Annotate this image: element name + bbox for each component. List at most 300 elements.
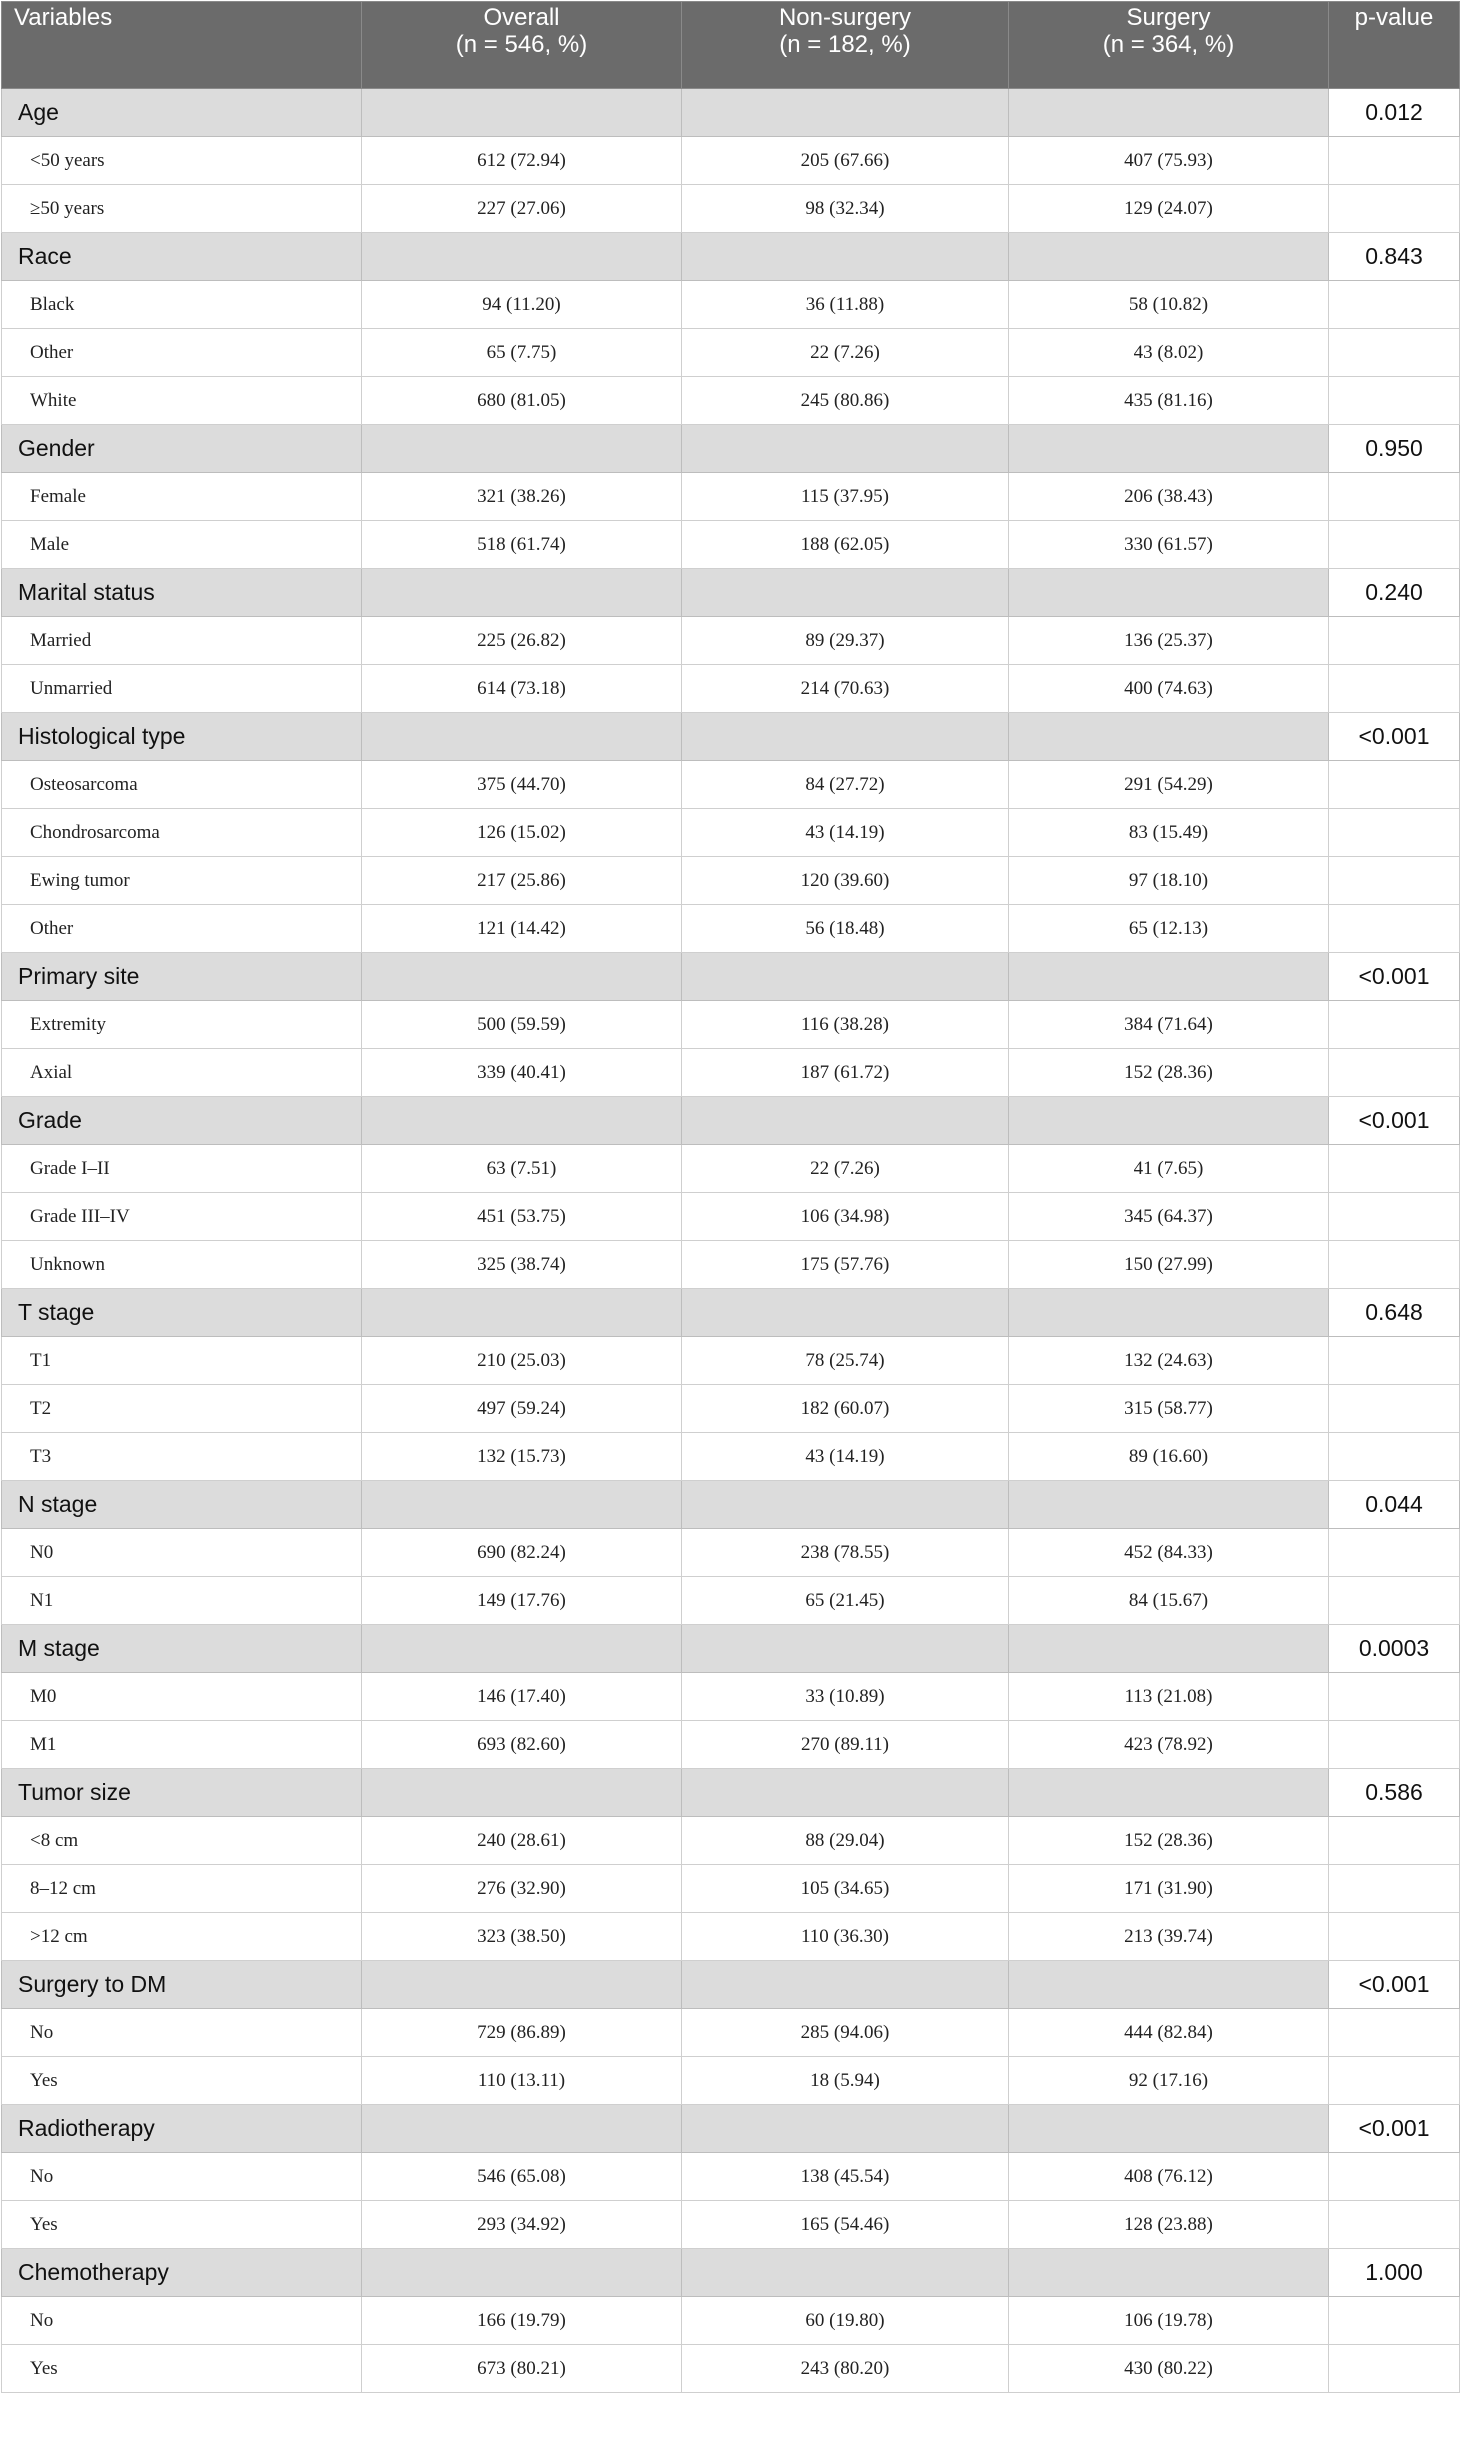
nonsurgery-value: 43 (14.19): [682, 809, 1009, 857]
row-p-empty: [1329, 809, 1460, 857]
surgery-value: 435 (81.16): [1009, 377, 1329, 425]
row-label: No: [2, 2153, 362, 2201]
table-row: [2, 761, 1460, 809]
header-pvalue: p-value: [1329, 2, 1460, 89]
surgery-value: 65 (12.13): [1009, 905, 1329, 953]
group-label: N stage: [2, 1481, 362, 1529]
row-p-empty: [1329, 2201, 1460, 2249]
overall-value: 546 (65.08): [362, 2153, 682, 2201]
nonsurgery-value: 182 (60.07): [682, 1385, 1009, 1433]
overall-value: 323 (38.50): [362, 1913, 682, 1961]
surgery-value: 136 (25.37): [1009, 617, 1329, 665]
group-empty-cell: [1009, 233, 1329, 281]
group-label: Primary site: [2, 953, 362, 1001]
surgery-value: 430 (80.22): [1009, 2345, 1329, 2393]
row-label: N1: [2, 1577, 362, 1625]
group-empty-cell: [682, 233, 1009, 281]
group-row: [2, 953, 1460, 1001]
surgery-value: 150 (27.99): [1009, 1241, 1329, 1289]
row-p-empty: [1329, 1529, 1460, 1577]
group-empty-cell: [362, 425, 682, 473]
group-empty-cell: [682, 89, 1009, 137]
nonsurgery-value: 56 (18.48): [682, 905, 1009, 953]
row-label: M0: [2, 1673, 362, 1721]
group-row: [2, 1769, 1460, 1817]
overall-value: 276 (32.90): [362, 1865, 682, 1913]
group-empty-cell: [362, 569, 682, 617]
group-empty-cell: [1009, 1097, 1329, 1145]
nonsurgery-value: 115 (37.95): [682, 473, 1009, 521]
table-row: [2, 2153, 1460, 2201]
row-p-empty: [1329, 1001, 1460, 1049]
group-label: Histological type: [2, 713, 362, 761]
nonsurgery-value: 36 (11.88): [682, 281, 1009, 329]
group-p-value: <0.001: [1329, 1097, 1460, 1145]
group-empty-cell: [362, 713, 682, 761]
row-label: Ewing tumor: [2, 857, 362, 905]
table-row: [2, 1241, 1460, 1289]
surgery-value: 206 (38.43): [1009, 473, 1329, 521]
table-row: [2, 1193, 1460, 1241]
header-overall: [362, 2, 682, 89]
row-label: Extremity: [2, 1001, 362, 1049]
overall-value: 217 (25.86): [362, 857, 682, 905]
row-p-empty: [1329, 1337, 1460, 1385]
row-p-empty: [1329, 1865, 1460, 1913]
table-header: [2, 2, 1460, 89]
group-label: Grade: [2, 1097, 362, 1145]
surgery-value: 128 (23.88): [1009, 2201, 1329, 2249]
table-row: [2, 1577, 1460, 1625]
table-row: [2, 185, 1460, 233]
group-empty-cell: [362, 1769, 682, 1817]
group-label: Age: [2, 89, 362, 137]
table-row: [2, 329, 1460, 377]
group-empty-cell: [1009, 713, 1329, 761]
overall-value: 166 (19.79): [362, 2297, 682, 2345]
surgery-value: 213 (39.74): [1009, 1913, 1329, 1961]
group-empty-cell: [1009, 89, 1329, 137]
row-label: No: [2, 2297, 362, 2345]
row-label: 8–12 cm: [2, 1865, 362, 1913]
table-row: [2, 665, 1460, 713]
table-row: [2, 1001, 1460, 1049]
group-row: [2, 1097, 1460, 1145]
nonsurgery-value: 285 (94.06): [682, 2009, 1009, 2057]
surgery-value: 89 (16.60): [1009, 1433, 1329, 1481]
group-row: [2, 569, 1460, 617]
nonsurgery-value: 106 (34.98): [682, 1193, 1009, 1241]
surgery-value: 106 (19.78): [1009, 2297, 1329, 2345]
table-row: [2, 1529, 1460, 1577]
row-label: Female: [2, 473, 362, 521]
surgery-value: 407 (75.93): [1009, 137, 1329, 185]
row-label: Other: [2, 329, 362, 377]
row-p-empty: [1329, 2153, 1460, 2201]
table-row: [2, 1673, 1460, 1721]
nonsurgery-value: 245 (80.86): [682, 377, 1009, 425]
row-p-empty: [1329, 665, 1460, 713]
nonsurgery-value: 88 (29.04): [682, 1817, 1009, 1865]
group-p-value: 0.240: [1329, 569, 1460, 617]
group-empty-cell: [682, 713, 1009, 761]
row-p-empty: [1329, 1193, 1460, 1241]
table-row: [2, 2009, 1460, 2057]
group-p-value: 0.843: [1329, 233, 1460, 281]
surgery-value: 315 (58.77): [1009, 1385, 1329, 1433]
nonsurgery-value: 60 (19.80): [682, 2297, 1009, 2345]
group-row: [2, 89, 1460, 137]
row-label: Grade III–IV: [2, 1193, 362, 1241]
row-p-empty: [1329, 2009, 1460, 2057]
row-label: T3: [2, 1433, 362, 1481]
row-p-empty: [1329, 2057, 1460, 2105]
surgery-value: 345 (64.37): [1009, 1193, 1329, 1241]
overall-value: 121 (14.42): [362, 905, 682, 953]
header-surgery-n: (n = 364, %): [1102, 31, 1235, 58]
row-label: N0: [2, 1529, 362, 1577]
overall-value: 110 (13.11): [362, 2057, 682, 2105]
nonsurgery-value: 238 (78.55): [682, 1529, 1009, 1577]
table-row: [2, 1337, 1460, 1385]
row-label: Unmarried: [2, 665, 362, 713]
group-empty-cell: [682, 569, 1009, 617]
overall-value: 693 (82.60): [362, 1721, 682, 1769]
row-p-empty: [1329, 1049, 1460, 1097]
group-empty-cell: [362, 1625, 682, 1673]
nonsurgery-value: 165 (54.46): [682, 2201, 1009, 2249]
group-empty-cell: [1009, 1289, 1329, 1337]
overall-value: 225 (26.82): [362, 617, 682, 665]
row-p-empty: [1329, 521, 1460, 569]
surgery-value: 291 (54.29): [1009, 761, 1329, 809]
table-row: [2, 137, 1460, 185]
group-empty-cell: [682, 1097, 1009, 1145]
nonsurgery-value: 89 (29.37): [682, 617, 1009, 665]
row-label: T2: [2, 1385, 362, 1433]
group-label: T stage: [2, 1289, 362, 1337]
group-label: Chemotherapy: [2, 2249, 362, 2297]
nonsurgery-value: 22 (7.26): [682, 329, 1009, 377]
table-row: [2, 521, 1460, 569]
row-label: Black: [2, 281, 362, 329]
table-row: [2, 1865, 1460, 1913]
row-p-empty: [1329, 473, 1460, 521]
group-empty-cell: [1009, 1769, 1329, 1817]
surgery-value: 152 (28.36): [1009, 1049, 1329, 1097]
group-p-value: 0.648: [1329, 1289, 1460, 1337]
row-p-empty: [1329, 377, 1460, 425]
nonsurgery-value: 205 (67.66): [682, 137, 1009, 185]
group-empty-cell: [362, 1961, 682, 2009]
table-row: [2, 281, 1460, 329]
surgery-value: 92 (17.16): [1009, 2057, 1329, 2105]
row-label: Osteosarcoma: [2, 761, 362, 809]
overall-value: 339 (40.41): [362, 1049, 682, 1097]
group-p-value: 0.586: [1329, 1769, 1460, 1817]
group-row: [2, 1481, 1460, 1529]
row-label: ≥50 years: [2, 185, 362, 233]
nonsurgery-value: 188 (62.05): [682, 521, 1009, 569]
row-label: Unknown: [2, 1241, 362, 1289]
group-row: [2, 1289, 1460, 1337]
group-row: [2, 2105, 1460, 2153]
row-p-empty: [1329, 617, 1460, 665]
overall-value: 321 (38.26): [362, 473, 682, 521]
table-row: [2, 473, 1460, 521]
header-variables: Variables: [2, 2, 362, 89]
header-row: [2, 2, 1460, 89]
group-empty-cell: [682, 2105, 1009, 2153]
table-row: [2, 857, 1460, 905]
group-p-value: <0.001: [1329, 2105, 1460, 2153]
overall-value: 690 (82.24): [362, 1529, 682, 1577]
row-label: Yes: [2, 2345, 362, 2393]
group-empty-cell: [1009, 1625, 1329, 1673]
row-label: Other: [2, 905, 362, 953]
table-row: [2, 905, 1460, 953]
nonsurgery-value: 84 (27.72): [682, 761, 1009, 809]
surgery-value: 97 (18.10): [1009, 857, 1329, 905]
group-empty-cell: [1009, 1481, 1329, 1529]
group-empty-cell: [362, 953, 682, 1001]
overall-value: 375 (44.70): [362, 761, 682, 809]
group-empty-cell: [682, 2249, 1009, 2297]
table-row: [2, 1433, 1460, 1481]
group-empty-cell: [682, 1481, 1009, 1529]
row-label: Chondrosarcoma: [2, 809, 362, 857]
table-row: [2, 1049, 1460, 1097]
row-p-empty: [1329, 1673, 1460, 1721]
overall-value: 240 (28.61): [362, 1817, 682, 1865]
group-row: [2, 1625, 1460, 1673]
overall-value: 126 (15.02): [362, 809, 682, 857]
row-label: Married: [2, 617, 362, 665]
table-row: [2, 377, 1460, 425]
overall-value: 293 (34.92): [362, 2201, 682, 2249]
overall-value: 680 (81.05): [362, 377, 682, 425]
surgery-value: 84 (15.67): [1009, 1577, 1329, 1625]
group-label: Marital status: [2, 569, 362, 617]
table-row: [2, 2297, 1460, 2345]
row-label: M1: [2, 1721, 362, 1769]
row-p-empty: [1329, 2345, 1460, 2393]
group-label: Surgery to DM: [2, 1961, 362, 2009]
group-row: [2, 233, 1460, 281]
group-label: Tumor size: [2, 1769, 362, 1817]
surgery-value: 171 (31.90): [1009, 1865, 1329, 1913]
group-empty-cell: [362, 2249, 682, 2297]
overall-value: 65 (7.75): [362, 329, 682, 377]
group-empty-cell: [362, 1481, 682, 1529]
table-row: [2, 1817, 1460, 1865]
row-p-empty: [1329, 857, 1460, 905]
nonsurgery-value: 43 (14.19): [682, 1433, 1009, 1481]
row-p-empty: [1329, 1433, 1460, 1481]
table-row: [2, 809, 1460, 857]
table-row: [2, 1145, 1460, 1193]
row-label: T1: [2, 1337, 362, 1385]
group-empty-cell: [362, 1289, 682, 1337]
baseline-characteristics-table: [1, 1, 1460, 2393]
row-p-empty: [1329, 329, 1460, 377]
overall-value: 94 (11.20): [362, 281, 682, 329]
nonsurgery-value: 270 (89.11): [682, 1721, 1009, 1769]
group-empty-cell: [362, 89, 682, 137]
overall-value: 325 (38.74): [362, 1241, 682, 1289]
overall-value: 132 (15.73): [362, 1433, 682, 1481]
group-empty-cell: [1009, 953, 1329, 1001]
row-label: >12 cm: [2, 1913, 362, 1961]
nonsurgery-value: 78 (25.74): [682, 1337, 1009, 1385]
row-p-empty: [1329, 2297, 1460, 2345]
table-row: [2, 2345, 1460, 2393]
overall-value: 614 (73.18): [362, 665, 682, 713]
group-empty-cell: [362, 233, 682, 281]
group-empty-cell: [362, 1097, 682, 1145]
table-row: [2, 1721, 1460, 1769]
overall-value: 729 (86.89): [362, 2009, 682, 2057]
table-row: [2, 2057, 1460, 2105]
overall-value: 451 (53.75): [362, 1193, 682, 1241]
header-surgery: [1009, 2, 1329, 89]
row-label: No: [2, 2009, 362, 2057]
header-nonsurgery: [682, 2, 1009, 89]
table-body: [2, 89, 1460, 2393]
row-label: White: [2, 377, 362, 425]
group-label: Gender: [2, 425, 362, 473]
nonsurgery-value: 65 (21.45): [682, 1577, 1009, 1625]
surgery-value: 408 (76.12): [1009, 2153, 1329, 2201]
surgery-value: 452 (84.33): [1009, 1529, 1329, 1577]
surgery-value: 384 (71.64): [1009, 1001, 1329, 1049]
group-label: M stage: [2, 1625, 362, 1673]
overall-value: 210 (25.03): [362, 1337, 682, 1385]
row-p-empty: [1329, 1721, 1460, 1769]
group-empty-cell: [1009, 425, 1329, 473]
row-p-empty: [1329, 185, 1460, 233]
header-overall-n: (n = 546, %): [455, 31, 588, 58]
group-row: [2, 2249, 1460, 2297]
row-p-empty: [1329, 1145, 1460, 1193]
group-empty-cell: [362, 2105, 682, 2153]
row-p-empty: [1329, 1241, 1460, 1289]
surgery-value: 129 (24.07): [1009, 185, 1329, 233]
header-surgery-label: Surgery: [1126, 4, 1211, 31]
nonsurgery-value: 18 (5.94): [682, 2057, 1009, 2105]
group-p-value: <0.001: [1329, 953, 1460, 1001]
table-row: [2, 1913, 1460, 1961]
surgery-value: 423 (78.92): [1009, 1721, 1329, 1769]
overall-value: 612 (72.94): [362, 137, 682, 185]
group-p-value: <0.001: [1329, 713, 1460, 761]
surgery-value: 400 (74.63): [1009, 665, 1329, 713]
header-nonsurgery-label: Non-surgery: [778, 4, 912, 31]
row-label: <50 years: [2, 137, 362, 185]
nonsurgery-value: 98 (32.34): [682, 185, 1009, 233]
group-empty-cell: [1009, 1961, 1329, 2009]
group-p-value: 0.012: [1329, 89, 1460, 137]
group-p-value: 1.000: [1329, 2249, 1460, 2297]
row-p-empty: [1329, 1913, 1460, 1961]
surgery-value: 330 (61.57): [1009, 521, 1329, 569]
row-label: Grade I–II: [2, 1145, 362, 1193]
nonsurgery-value: 214 (70.63): [682, 665, 1009, 713]
group-row: [2, 425, 1460, 473]
group-p-value: 0.950: [1329, 425, 1460, 473]
nonsurgery-value: 33 (10.89): [682, 1673, 1009, 1721]
nonsurgery-value: 243 (80.20): [682, 2345, 1009, 2393]
group-empty-cell: [682, 1289, 1009, 1337]
nonsurgery-value: 116 (38.28): [682, 1001, 1009, 1049]
overall-value: 673 (80.21): [362, 2345, 682, 2393]
group-p-value: 0.0003: [1329, 1625, 1460, 1673]
surgery-value: 58 (10.82): [1009, 281, 1329, 329]
row-p-empty: [1329, 281, 1460, 329]
group-row: [2, 1961, 1460, 2009]
group-row: [2, 713, 1460, 761]
nonsurgery-value: 138 (45.54): [682, 2153, 1009, 2201]
overall-value: 227 (27.06): [362, 185, 682, 233]
nonsurgery-value: 22 (7.26): [682, 1145, 1009, 1193]
row-label: Yes: [2, 2201, 362, 2249]
row-p-empty: [1329, 1385, 1460, 1433]
group-label: Radiotherapy: [2, 2105, 362, 2153]
table-row: [2, 617, 1460, 665]
group-empty-cell: [682, 953, 1009, 1001]
row-p-empty: [1329, 1577, 1460, 1625]
overall-value: 497 (59.24): [362, 1385, 682, 1433]
row-p-empty: [1329, 1817, 1460, 1865]
surgery-value: 444 (82.84): [1009, 2009, 1329, 2057]
nonsurgery-value: 110 (36.30): [682, 1913, 1009, 1961]
table-row: [2, 2201, 1460, 2249]
nonsurgery-value: 120 (39.60): [682, 857, 1009, 905]
header-overall-label: Overall: [483, 4, 560, 31]
nonsurgery-value: 187 (61.72): [682, 1049, 1009, 1097]
surgery-value: 43 (8.02): [1009, 329, 1329, 377]
group-empty-cell: [682, 425, 1009, 473]
group-empty-cell: [682, 1961, 1009, 2009]
overall-value: 518 (61.74): [362, 521, 682, 569]
group-empty-cell: [1009, 569, 1329, 617]
row-label: Yes: [2, 2057, 362, 2105]
row-label: Male: [2, 521, 362, 569]
group-empty-cell: [682, 1625, 1009, 1673]
nonsurgery-value: 105 (34.65): [682, 1865, 1009, 1913]
header-nonsurgery-n: (n = 182, %): [779, 31, 911, 58]
overall-value: 500 (59.59): [362, 1001, 682, 1049]
group-p-value: 0.044: [1329, 1481, 1460, 1529]
row-label: <8 cm: [2, 1817, 362, 1865]
row-p-empty: [1329, 137, 1460, 185]
surgery-value: 152 (28.36): [1009, 1817, 1329, 1865]
surgery-value: 132 (24.63): [1009, 1337, 1329, 1385]
group-label: Race: [2, 233, 362, 281]
row-p-empty: [1329, 761, 1460, 809]
group-p-value: <0.001: [1329, 1961, 1460, 2009]
surgery-value: 113 (21.08): [1009, 1673, 1329, 1721]
group-empty-cell: [1009, 2249, 1329, 2297]
group-empty-cell: [1009, 2105, 1329, 2153]
table-row: [2, 1385, 1460, 1433]
row-p-empty: [1329, 905, 1460, 953]
nonsurgery-value: 175 (57.76): [682, 1241, 1009, 1289]
surgery-value: 41 (7.65): [1009, 1145, 1329, 1193]
row-label: Axial: [2, 1049, 362, 1097]
overall-value: 146 (17.40): [362, 1673, 682, 1721]
overall-value: 149 (17.76): [362, 1577, 682, 1625]
